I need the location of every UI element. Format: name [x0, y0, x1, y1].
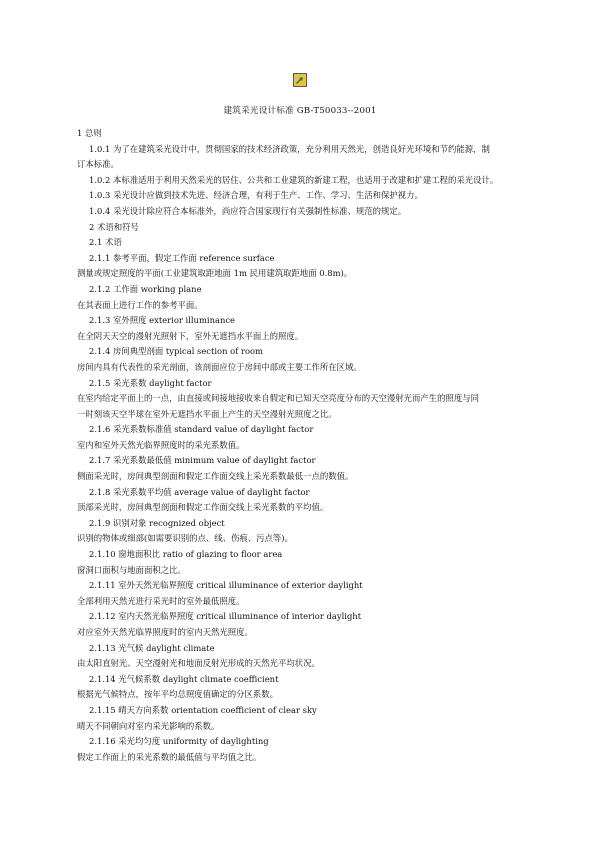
text-line: 测量或规定照度的平面(工业建筑取距地面 1m 民用建筑取距地面 0.8m)。 — [77, 268, 353, 279]
text-line: 在室内给定平面上的一点，由直接或间接地接收来自假定和已知天空亮度分布的天空漫射光而产生的照度与同 — [77, 393, 479, 404]
text-line: 室内和室外天然光临界照度时的采光系数值。 — [77, 439, 245, 450]
text-line: 2.1.1 参考平面，假定工作面 reference surface — [89, 252, 275, 263]
text-line: 在全阴天天空的漫射光照射下，室外无遮挡水平面上的照度。 — [77, 330, 304, 341]
text-line: 2.1.16 采光均匀度 uniformity of daylighting — [89, 736, 269, 747]
text-line: 全部利用天然光进行采光时的室外最低照度。 — [77, 595, 245, 606]
text-line: 2.1.12 室内天然光临界照度 critical illuminance of interior daylight — [89, 611, 362, 622]
text-line: 1.0.4 采光设计除应符合本标准外，尚应符合国家现行有关强制性标准、规范的规定。 — [89, 205, 407, 216]
document-body — [77, 126, 532, 765]
text-line: 2.1.11 室外天然光临界照度 critical illuminance of exterior daylight — [89, 580, 363, 591]
text-line: 2.1 术语 — [89, 237, 122, 248]
text-line: 2 术语和符号 — [89, 221, 139, 232]
text-line: 2.1.13 光气候 daylight climate — [89, 642, 215, 653]
text-line: 对应室外天然光临界照度时的室内天然光照度。 — [77, 627, 253, 637]
text-line: 2.1.4 房间典型剖面 typical section of room — [89, 346, 263, 357]
text-line: 由太阳直射光、天空漫射光和地面反射光形成的天然光平均状况。 — [77, 658, 320, 669]
text-line: 1.0.2 本标准适用于利用天然采光的居住、公共和工业建筑的新建工程，也适用于改建和扩建工程的采光设计。 — [89, 174, 499, 185]
text-line: 房间内具有代表性的采光剖面，该剖面应位于房间中部或主要工作所在区域。 — [77, 361, 362, 372]
text-line: 2.1.8 采光系数平均值 average value of daylight factor — [89, 486, 310, 497]
text-line: 2.1.7 采光系数最低值 minimum value of daylight factor — [89, 455, 316, 466]
text-line: 根据光气候特点，按年平均总照度值确定的分区系数。 — [77, 689, 278, 700]
text-line: 1.0.1 为了在建筑采光设计中，贯彻国家的技术经济政策，充分利用天然光，创造良好光环境和节约能源，制 — [89, 143, 490, 154]
text-line: 侧面采光时，房间典型剖面和假定工作面交线上采光系数最低一点的数值。 — [77, 471, 354, 482]
text-line: 2.1.15 晴天方向系数 orientation coefficient of clear sky — [89, 704, 317, 715]
document-icon — [293, 73, 307, 87]
text-line: 假定工作面上的采光系数的最低值与平均值之比。 — [77, 751, 262, 762]
text-line: 窗洞口面积与地面面积之比。 — [77, 564, 186, 575]
text-line: 2.1.9 识别对象 recognized object — [89, 517, 225, 528]
text-line: 2.1.10 窗地面积比 ratio of glazing to floor area — [89, 549, 283, 560]
text-line: 晴天不同朝向对室内采光影响的系数。 — [77, 720, 220, 731]
text-line: 2.1.3 室外照度 exterior illuminance — [89, 315, 236, 326]
text-line: 2.1.5 采光系数 daylight factor — [89, 377, 212, 388]
text-line: 2.1.2 工作面 working plane — [89, 283, 202, 294]
text-line: 顶部采光时，房间典型剖面和假定工作面交线上采光系数的平均值。 — [77, 502, 329, 513]
text-line: 1.0.3 采光设计应做到技术先进、经济合理，有利于生产、工作、学习、生活和保护视力。 — [89, 190, 423, 201]
text-line: 1 总则 — [77, 128, 102, 138]
text-line: 一时刻该天空半球在室外无遮挡水平面上产生的天空漫射光照度之比。 — [77, 408, 337, 419]
page-title: 建筑采光设计标准 GB-T50033--2001 — [223, 106, 377, 116]
text-line: 识别的物体或细部(如需要识别的点、线、伤痕、污点等)。 — [77, 533, 293, 544]
text-line: 2.1.6 采光系数标准值 standard value of daylight factor — [89, 424, 314, 435]
text-line: 在其表面上进行工作的参考平面。 — [77, 299, 203, 310]
text-line: 订本标准。 — [77, 159, 119, 170]
text-line: 2.1.14 光气候系数 daylight climate coefficient — [89, 673, 279, 684]
